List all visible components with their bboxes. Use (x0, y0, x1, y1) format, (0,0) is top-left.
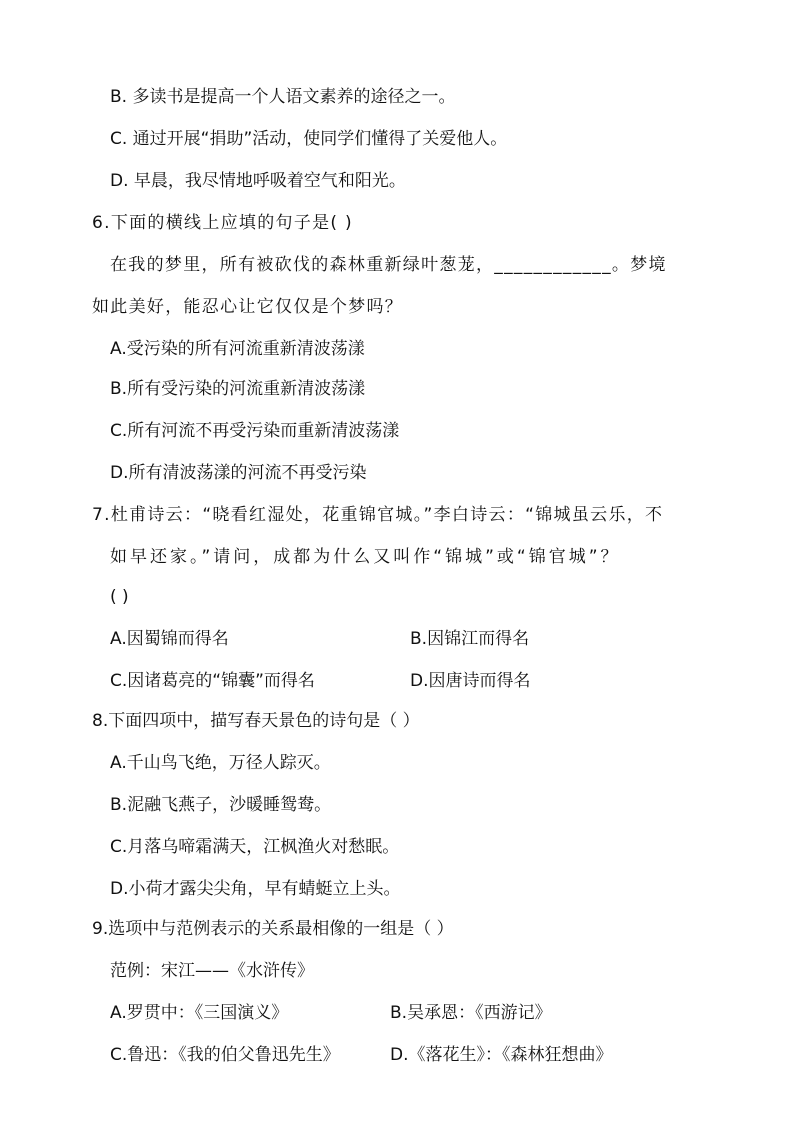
q6-option-a: A.受污染的所有河流重新清波荡漾 (110, 339, 365, 359)
q9-option-d: D.《落花生》：《森林狂想曲》 (390, 1045, 613, 1065)
q8-option-c: C.月落乌啼霜满天，江枫渔火对愁眠。 (110, 837, 400, 857)
q7-answer-blank: ( ) (110, 587, 129, 607)
q6-option-b: B.所有受污染的河流重新清波荡漾 (110, 379, 366, 399)
q5-option-d: D. 早晨，我尽情地呼吸着空气和阳光。 (110, 171, 406, 191)
q7-option-c: C.因诸葛亮的“锦囊”而得名 (110, 671, 315, 691)
q9-option-a: A.罗贯中：《三国演义》 (110, 1003, 289, 1023)
q9-option-b: B.吴承恩：《西游记》 (390, 1003, 552, 1023)
q9-stem: 9.选项中与范例表示的关系最相像的一组是（ ） (92, 919, 454, 939)
q7-stem-line2: 如早还家。”请问，成都为什么又叫作“锦城”或“锦官城”？ (110, 547, 621, 567)
q6-passage-line1: 在我的梦里，所有被砍伐的森林重新绿叶葱茏，____________。梦境 (110, 255, 667, 275)
q6-option-c: C.所有河流不再受污染而重新清波荡漾 (110, 421, 400, 441)
q7-option-a: A.因蜀锦而得名 (110, 629, 229, 649)
q9-option-c: C.鲁迅：《我的伯父鲁迅先生》 (110, 1045, 340, 1065)
q9-example: 范例：宋江——《水浒传》 (110, 961, 314, 981)
q5-option-b: B. 多读书是提高一个人语文素养的途径之一。 (110, 87, 456, 107)
q6-passage-line2: 如此美好，能忍心让它仅仅是个梦吗？ (92, 297, 404, 317)
q5-option-c: C. 通过开展“捐助”活动，使同学们懂得了关爱他人。 (110, 129, 508, 149)
q8-stem: 8.下面四项中，描写春天景色的诗句是（ ） (92, 711, 420, 731)
q8-option-a: A.千山鸟飞绝，万径人踪灭。 (110, 753, 331, 773)
q8-option-b: B.泥融飞燕子，沙暖睡鸳鸯。 (110, 795, 332, 815)
q6-stem: 6.下面的横线上应填的句子是( ) (92, 213, 353, 233)
q6-option-d: D.所有清波荡漾的河流不再受污染 (110, 463, 367, 483)
q7-option-d: D.因唐诗而得名 (410, 671, 531, 691)
q7-stem-line1: 7.杜甫诗云：“晓看红湿处，花重锦官城。”李白诗云：“锦城虽云乐，不 (92, 505, 664, 525)
q8-option-d: D.小荷才露尖尖角，早有蜻蜓立上头。 (110, 879, 401, 899)
q7-option-b: B.因锦江而得名 (410, 629, 530, 649)
